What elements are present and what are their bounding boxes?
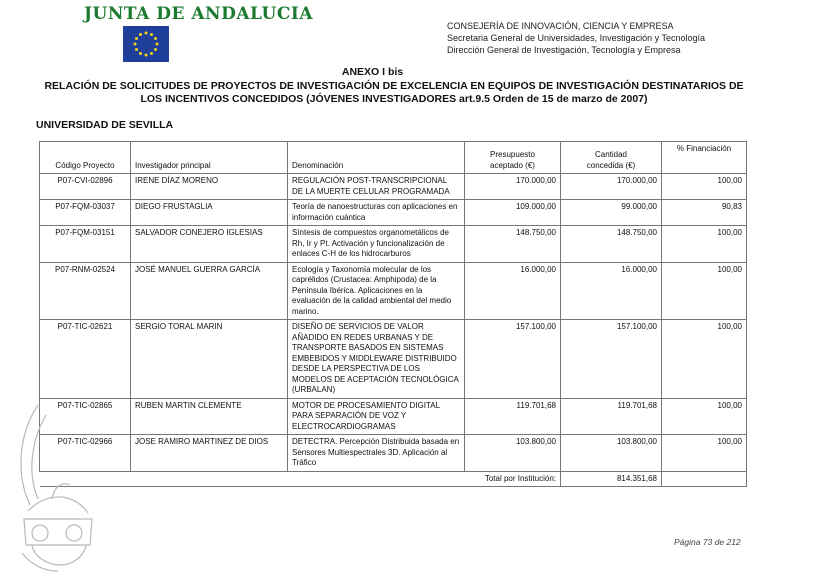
cell-title: Ecología y Taxonomía molecular de los caprélidos (Crustacea: Amphipoda) de la Península Ibérica. Aplicaciones en la evaluación de la calidad ambiental del medio marino. — [288, 262, 465, 320]
cell-budget: 109.000,00 — [465, 200, 561, 226]
cell-pct: 100,00 — [662, 435, 747, 472]
eu-star-icon — [139, 52, 142, 55]
eu-star-icon — [150, 52, 153, 55]
cell-pct: 100,00 — [662, 262, 747, 320]
total-value: 814.351,68 — [561, 471, 662, 487]
total-row — [40, 471, 747, 487]
eu-star-icon — [150, 33, 153, 36]
organization-block — [447, 20, 705, 56]
cell-title: DETECTRA. Percepción Distribuida basada en Sensores Multiespectrales 3D. Aplicación al Tráfico — [288, 435, 465, 472]
cell-pct: 90,83 — [662, 200, 747, 226]
col-header-budget — [465, 142, 561, 174]
cell-pct: 100,00 — [662, 398, 747, 435]
cell-code: P07-TIC-02966 — [40, 435, 131, 472]
cell-pct: 100,00 — [662, 226, 747, 263]
eu-star-icon — [139, 33, 142, 36]
table-row — [40, 435, 747, 472]
cell-code: P07-RNM-02524 — [40, 262, 131, 320]
col-header-budget-l2: aceptado (€) — [490, 160, 535, 170]
cell-budget: 148.750,00 — [465, 226, 561, 263]
eu-star-icon — [145, 54, 148, 57]
eu-star-icon — [145, 32, 148, 35]
cell-granted: 148.750,00 — [561, 226, 662, 263]
table-row — [40, 398, 747, 435]
col-header-budget-l1: Presupuesto — [490, 150, 535, 159]
cell-code: P07-FQM-03037 — [40, 200, 131, 226]
page-number: Página 73 de 212 — [674, 537, 741, 547]
cell-granted: 103.800,00 — [561, 435, 662, 472]
cell-investigator: IRENE DÍAZ MORENO — [131, 174, 288, 200]
col-header-pct: % Financiación — [662, 142, 747, 174]
university-name: UNIVERSIDAD DE SEVILLA — [36, 119, 174, 131]
table-row — [40, 200, 747, 226]
col-header-title: Denominación — [288, 142, 465, 174]
cell-investigator: JOSÉ MANUEL GUERRA GARCÍA — [131, 262, 288, 320]
junta-logo-text: JUNTA DE ANDALUCIA — [84, 4, 314, 24]
org-line-1: CONSEJERÍA DE INNOVACIÓN, CIENCIA Y EMPRESA — [447, 21, 674, 31]
org-line-3: Dirección General de Investigación, Tecnología y Empresa — [447, 45, 681, 55]
cell-budget: 119.701,68 — [465, 398, 561, 435]
total-blank — [662, 471, 747, 487]
eu-star-icon — [154, 48, 157, 51]
cell-code: P07-CVI-02896 — [40, 174, 131, 200]
table-header-row — [40, 142, 747, 174]
cell-investigator: RUBEN MARTIN CLEMENTE — [131, 398, 288, 435]
relation-title: RELACIÓN DE SOLICITUDES DE PROYECTOS DE INVESTIGACIÓN DE EXCELENCIA EN EQUIPOS DE INVESTIGACIÓN DESTINATARIOS DE LOS INCENTIVOS CONCEDIDOS (JÓVENES INVESTIGADORES art.9.5 Orden de 15 de marzo de 2007) — [44, 80, 744, 105]
cell-granted: 99.000,00 — [561, 200, 662, 226]
cell-investigator: DIEGO FRUSTAGLIA — [131, 200, 288, 226]
cell-budget: 103.800,00 — [465, 435, 561, 472]
cell-title: MOTOR DE PROCESAMIENTO DIGITAL PARA SEPARACIÓN DE VOZ Y ELECTROCARDIOGRAMAS — [288, 398, 465, 435]
col-header-granted — [561, 142, 662, 174]
cell-investigator: JOSE RAMIRO MARTINEZ DE DIOS — [131, 435, 288, 472]
cell-pct: 100,00 — [662, 174, 747, 200]
cell-granted: 16.000,00 — [561, 262, 662, 320]
col-header-investigator: Investigador principal — [131, 142, 288, 174]
eu-star-icon — [154, 37, 157, 40]
col-header-granted-l1: Cantidad — [594, 150, 628, 159]
table-row — [40, 226, 747, 263]
cell-code: P07-TIC-02865 — [40, 398, 131, 435]
cell-granted: 119.701,68 — [561, 398, 662, 435]
col-header-code: Código Proyecto — [40, 142, 131, 174]
cell-investigator: SALVADOR CONEJERO IGLESIAS — [131, 226, 288, 263]
annex-title: ANEXO I bis — [341, 66, 404, 78]
cell-code: P07-TIC-02621 — [40, 320, 131, 399]
cell-granted: 157.100,00 — [561, 320, 662, 399]
cell-title: Síntesis de compuestos organometálicos de Rh, Ir y Pt. Activación y funcionalización de enlaces C-H de los hidrocarburos — [288, 226, 465, 263]
cell-granted: 170.000,00 — [561, 174, 662, 200]
cell-title: REGULACIÓN POST-TRANSCRIPCIONAL DE LA MUERTE CELULAR PROGRAMADA — [288, 174, 465, 200]
cell-code: P07-FQM-03151 — [40, 226, 131, 263]
org-line-2: Secretaria General de Universidades, Investigación y Tecnología — [447, 33, 705, 43]
grants-table — [39, 141, 747, 487]
cell-budget: 157.100,00 — [465, 320, 561, 399]
total-label: Total por Institución: — [40, 471, 561, 487]
table-row — [40, 262, 747, 320]
col-header-granted-l2: concedida (€) — [586, 160, 636, 170]
cell-investigator: SERGIO TORAL MARIN — [131, 320, 288, 399]
eu-star-icon — [156, 43, 159, 46]
cell-title: DISEÑO DE SERVICIOS DE VALOR AÑADIDO EN REDES URBANAS Y DE TRANSPORTE BASADOS EN SISTEMAS EMBEBIDOS Y MIDDLEWARE DISTRIBUIDO DESDE LA PERSPECTIVA DE LOS MODELOS DE ACEPTACIÓN TECNOLÓGICA (URBALAN) — [288, 320, 465, 399]
cell-pct: 100,00 — [662, 320, 747, 399]
table-row — [40, 320, 747, 399]
eu-flag-icon — [123, 26, 169, 62]
eu-star-icon — [134, 43, 137, 46]
heraldic-watermark-icon — [8, 395, 98, 575]
cell-title: Teoría de nanoestructuras con aplicaciones en información cuántica — [288, 200, 465, 226]
cell-budget: 170.000,00 — [465, 174, 561, 200]
table-row — [40, 174, 747, 200]
cell-budget: 16.000,00 — [465, 262, 561, 320]
eu-star-icon — [135, 37, 138, 40]
eu-star-icon — [135, 48, 138, 51]
